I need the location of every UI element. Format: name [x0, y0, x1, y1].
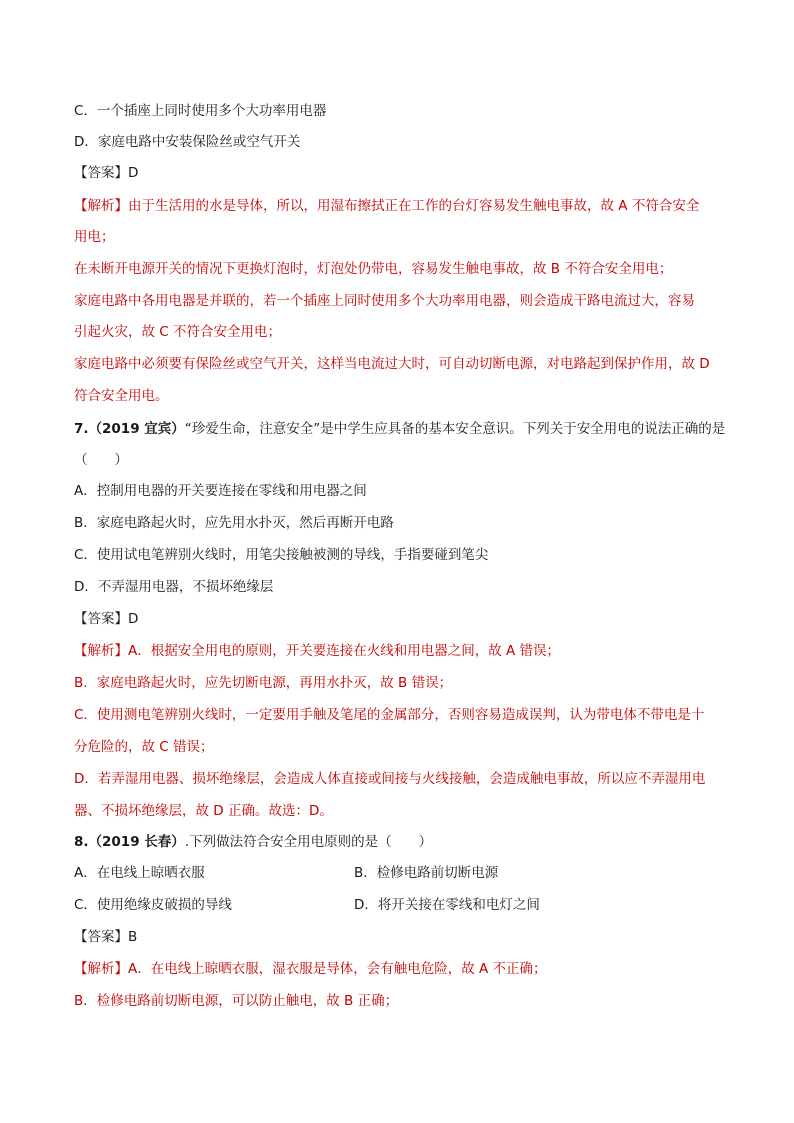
analysis-line: D．若弄湿用电器、损坏绝缘层，会造成人体直接或间接与火线接触，会造成触电事故，所以应不弄湿用电	[74, 771, 706, 787]
analysis-line	[74, 196, 699, 216]
analysis-line: 符合安全用电。	[74, 388, 169, 404]
option-c: C．使用绝缘皮破损的导线	[74, 897, 232, 913]
analysis-line: B．家庭电路起火时，应先切断电源，再用水扑灭，故 B 错误；	[74, 675, 453, 691]
question-paren: （ ）	[74, 452, 128, 468]
analysis-line: C．使用测电笔辨别火线时，一定要用手触及笔尾的金属部分，否则容易造成误判，认为带电体不带电是十	[74, 707, 705, 723]
question-7	[74, 419, 725, 439]
answer-tag: 【答案】	[74, 929, 128, 945]
answer-line	[74, 609, 138, 629]
analysis-line: 家庭电路中必须要有保险丝或空气开关，这样当电流过大时，可自动切断电源，对电路起到保护作用，故 D	[74, 356, 710, 372]
analysis-line: 用电；	[74, 229, 115, 245]
analysis-tag: 【解析】	[74, 198, 128, 214]
question-number: 7.（2019 宜宾）	[74, 421, 185, 437]
question-number: 8.（2019 长春）	[74, 834, 185, 850]
answer-value: D	[128, 611, 139, 627]
answer-tag: 【答案】	[74, 611, 128, 627]
analysis-tag: 【解析】	[74, 961, 128, 977]
answer-value: B	[128, 929, 138, 945]
analysis-line: 家庭电路中各用电器是并联的，若一个插座上同时使用多个大功率用电器，则会造成干路电流过大，容易	[74, 293, 695, 309]
option-d: D．家庭电路中安装保险丝或空气开关	[74, 134, 301, 150]
answer-tag: 【答案】	[74, 165, 128, 181]
analysis-line: 在未断开电源开关的情况下更换灯泡时，灯泡处仍带电，容易发生触电事故，故 B 不符合安全用电；	[74, 261, 673, 277]
analysis-line: B．检修电路前切断电源，可以防止触电，故 B 正确；	[74, 993, 399, 1009]
option-a: A．在电线上晾晒衣服	[74, 865, 205, 881]
answer-line	[74, 163, 138, 183]
option-d: D．不弄湿用电器，不损坏绝缘层	[74, 579, 274, 595]
option-b: B．家庭电路起火时，应先用水扑灭，然后再断开电路	[74, 515, 394, 531]
option-b: B．检修电路前切断电源	[354, 865, 499, 881]
analysis-line	[74, 959, 547, 979]
option-c: C．使用试电笔辨别火线时，用笔尖接触被测的导线，手指要碰到笔尖	[74, 547, 489, 563]
option-a: A．控制用电器的开关要连接在零线和用电器之间	[74, 483, 367, 499]
answer-line	[74, 927, 137, 947]
analysis-text: A．根据安全用电的原则，开关要连接在火线和用电器之间，故 A 错误；	[128, 643, 561, 659]
analysis-tag: 【解析】	[74, 643, 128, 659]
analysis-line	[74, 641, 560, 661]
analysis-line: 引起火灾，故 C 不符合安全用电；	[74, 324, 282, 340]
question-8	[74, 832, 432, 852]
answer-value: D	[128, 165, 139, 181]
question-text: “珍爱生命，注意安全”是中学生应具备的基本安全意识。下列关于安全用电的说法正确的是	[184, 421, 726, 437]
option-c: C．一个插座上同时使用多个大功率用电器	[74, 103, 327, 119]
option-d: D．将开关接在零线和电灯之间	[354, 897, 540, 913]
question-text: .下列做法符合安全用电原则的是（ ）	[184, 834, 433, 850]
analysis-text: 由于生活用的水是导体，所以，用湿布擦拭正在工作的台灯容易发生触电事故，故 A 不符合安全	[128, 198, 700, 214]
analysis-line: 分危险的，故 C 错误；	[74, 739, 214, 755]
analysis-text: A．在电线上晾晒衣服，湿衣服是导体，会有触电危险，故 A 不正确；	[128, 961, 547, 977]
analysis-line: 器、不损坏绝缘层，故 D 正确。故选：D。	[74, 803, 333, 819]
